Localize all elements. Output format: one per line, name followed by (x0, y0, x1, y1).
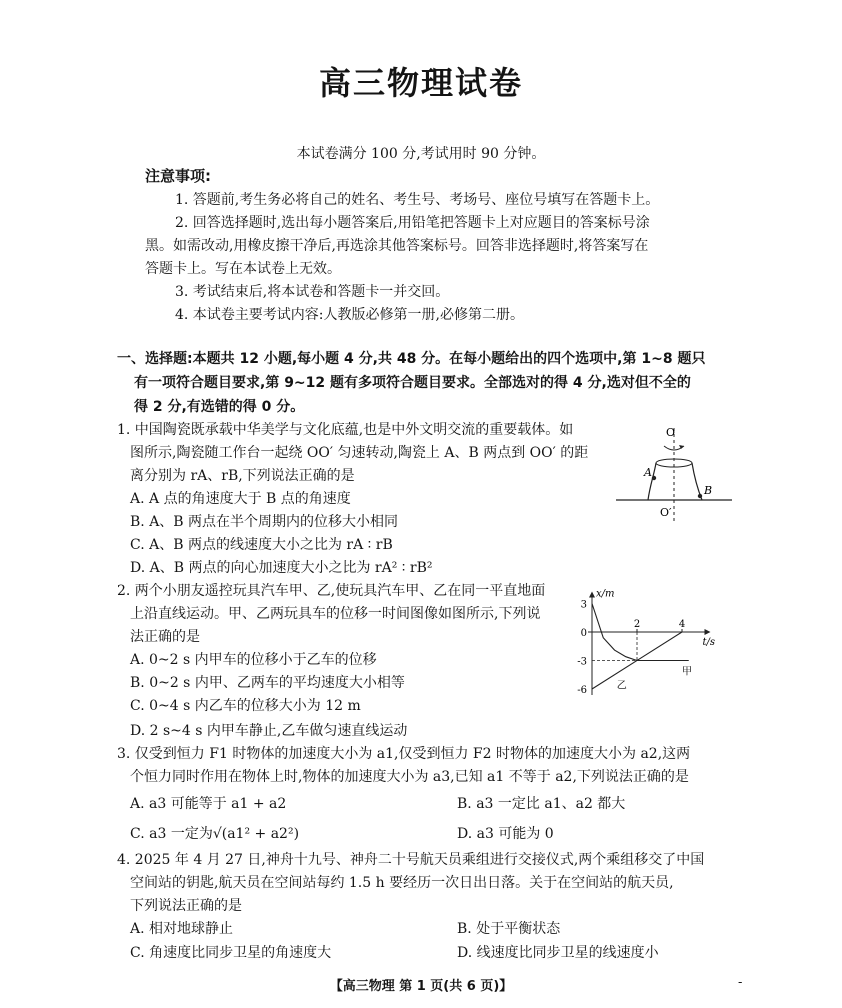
q4-stem: 下列说法正确的是 (130, 898, 242, 914)
page-footer: 【高三物理 第 1 页(共 6 页)】 (329, 979, 513, 994)
position-time-chart (570, 580, 740, 700)
q2-stem: 上沿直线运动。甲、乙两玩具车的位移一时间图像如图所示,下列说 (130, 606, 541, 622)
notice-line: 黑。如需改动,用橡皮擦干净后,再选涂其他答案标号。回答非选择题时,将答案写在 (145, 238, 649, 254)
notice-line: 1. 答题前,考生务必将自己的姓名、考生号、考场号、座位号填写在答题卡上。 (175, 192, 660, 208)
q3-option-b: B. a3 一定比 a1、a2 都大 (457, 796, 626, 812)
figure-label-a: A (644, 466, 652, 479)
pottery-figure (610, 420, 740, 530)
figure-label-o-prime: O′ (660, 506, 672, 519)
q3-stem: 3. 仅受到恒力 F1 时物体的加速度大小为 a1,仅受到恒力 F2 时物体的加速度大小为 a2,这两 (117, 746, 691, 762)
q2-option-c: C. 0~4 s 内乙车的位移大小为 12 m (130, 698, 361, 714)
q2-option-a: A. 0~2 s 内甲车的位移小于乙车的位移 (130, 652, 377, 668)
series-label-甲: 甲 (682, 666, 692, 678)
section-instruction: 一、选择题:本题共 12 小题,每小题 4 分,共 48 分。在每小题给出的四个选项中,第 1~8 题只 (117, 351, 706, 367)
q1-stem: 1. 中国陶瓷既承载中华美学与文化底蕴,也是中外文明交流的重要载体。如 (117, 422, 574, 438)
q4-stem: 4. 2025 年 4 月 27 日,神舟十九号、神舟二十号航天员乘组进行交接仪式,两个乘组移交了中国 (117, 852, 705, 868)
notice-line: 答题卡上。写在本试卷上无效。 (145, 261, 341, 277)
notice-heading: 注意事项: (145, 167, 211, 185)
x-axis-label: t/s (702, 637, 716, 648)
q4-option-d: D. 线速度比同步卫星的线速度小 (457, 945, 659, 961)
section-instruction: 得 2 分,有选错的得 0 分。 (134, 399, 305, 415)
x-tick-label: 4 (678, 619, 686, 630)
q1-stem: 离分别为 rA、rB,下列说法正确的是 (130, 468, 355, 484)
y-axis-label: x/m (596, 588, 615, 600)
q1-option-b: B. A、B 两点在半个周期内的位移大小相同 (130, 514, 399, 530)
notice-line: 3. 考试结束后,将本试卷和答题卡一并交回。 (175, 284, 450, 300)
page-title: 高三物理试卷 (318, 64, 523, 102)
q4-option-b: B. 处于平衡状态 (457, 921, 561, 937)
notice-line: 4. 本试卷主要考试内容:人教版必修第一册,必修第二册。 (175, 307, 524, 323)
exam-info: 本试卷满分 100 分,考试用时 90 分钟。 (296, 146, 546, 162)
q2-option-d: D. 2 s~4 s 内甲车静止,乙车做匀速直线运动 (130, 723, 408, 739)
q3-option-a: A. a3 可能等于 a1 + a2 (130, 796, 287, 812)
q3-option-c: C. a3 一定为√(a1² + a2²) (130, 826, 300, 842)
y-tick-label: -6 (577, 685, 587, 696)
q4-stem: 空间站的钥匙,航天员在空间站每约 1.5 h 要经历一次日出日落。关于在空间站的航天员, (130, 875, 674, 891)
q1-option-d: D. A、B 两点的向心加速度大小之比为 rA² ∶ rB² (130, 560, 433, 576)
q2-stem: 法正确的是 (130, 629, 200, 645)
q1-option-a: A. A 点的角速度大于 B 点的角速度 (130, 491, 351, 507)
q1-option-c: C. A、B 两点的线速度大小之比为 rA ∶ rB (130, 537, 393, 553)
y-axis-arrow (589, 592, 595, 598)
section-instruction: 有一项符合题目要求,第 9~12 题有多项符合题目要求。全部选对的得 4 分,选对但不全的 (134, 375, 691, 391)
x-tick-label: 2 (633, 619, 641, 630)
figure-label-o: O (666, 426, 676, 439)
figure-label-b: B (704, 484, 713, 497)
series-label-乙: 乙 (616, 680, 627, 692)
q2-option-b: B. 0~2 s 内甲、乙两车的平均速度大小相等 (130, 675, 405, 691)
x-axis-arrow (705, 629, 711, 635)
footer-mark: - (738, 975, 743, 990)
q1-stem: 图所示,陶瓷随工作台一起绕 OO′ 匀速转动,陶瓷上 A、B 两点到 OO′ 的距 (130, 445, 589, 461)
q3-stem: 个恒力同时作用在物体上时,物体的加速度大小为 a3,已知 a1 不等于 a2,下列说法正确的是 (130, 769, 689, 785)
y-tick-label: 3 (580, 599, 587, 611)
y-tick-label: -3 (577, 656, 587, 668)
q4-option-a: A. 相对地球静止 (130, 921, 234, 937)
q2-stem: 2. 两个小朋友遥控玩具汽车甲、乙,使玩具汽车甲、乙在同一平直地面 (117, 583, 546, 599)
y-tick-label: 0 (580, 628, 587, 639)
q4-option-c: C. 角速度比同步卫星的角速度大 (130, 945, 332, 961)
notice-line: 2. 回答选择题时,选出每小题答案后,用铅笔把答题卡上对应题目的答案标号涂 (175, 215, 650, 231)
q3-option-d: D. a3 可能为 0 (457, 826, 554, 842)
